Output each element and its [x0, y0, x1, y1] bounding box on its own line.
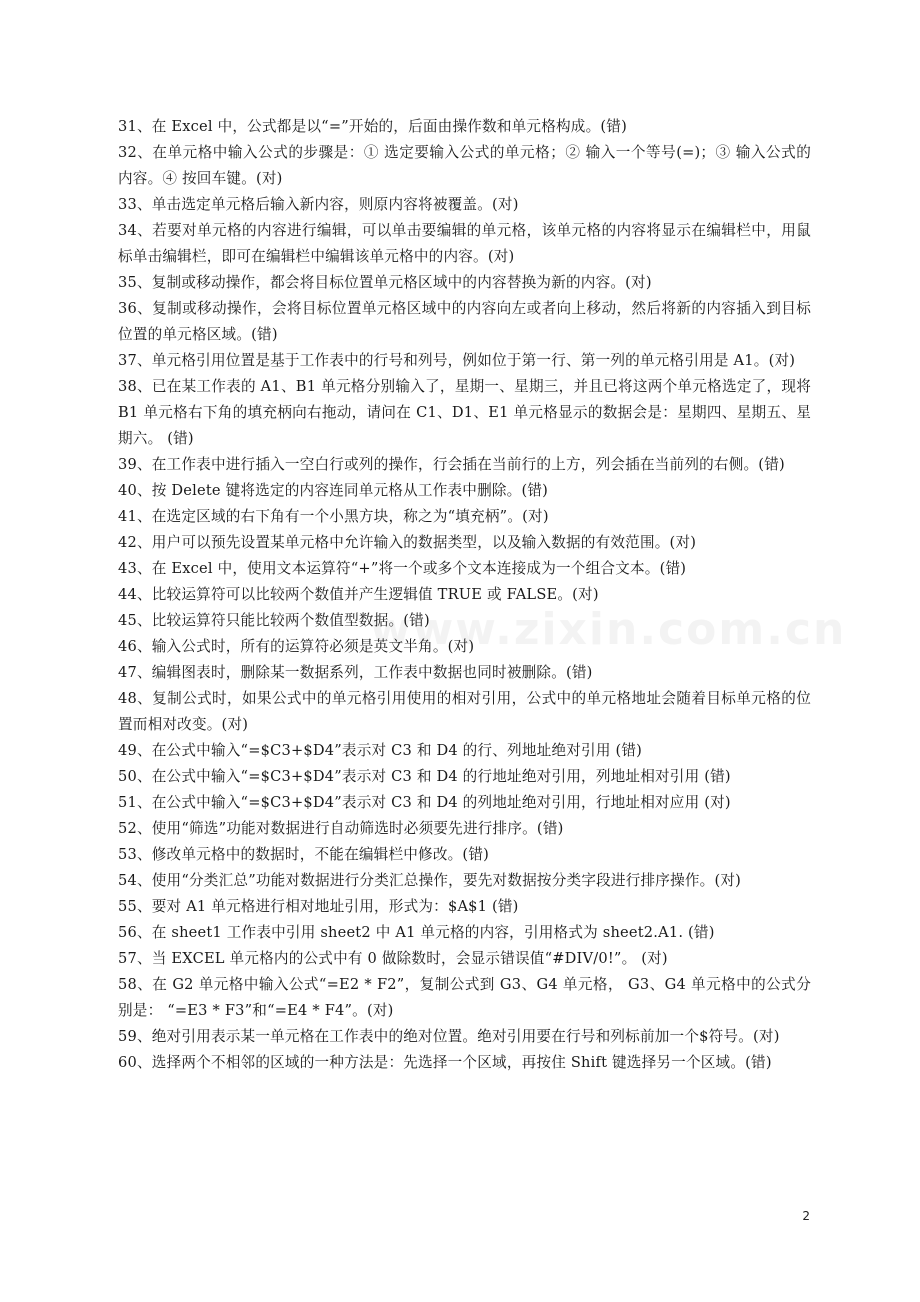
- question-item: 46、输入公式时，所有的运算符必须是英文半角。(对): [118, 638, 475, 655]
- question-item: 34、若要对单元格的内容进行编辑，可以单击要编辑的单元格，该单元格的内容将显示在编辑栏中，用鼠标单击编辑栏，即可在编辑栏中编辑该单元格中的内容。(对): [118, 222, 811, 265]
- question-item: 51、在公式中输入“=$C3+$D4”表示对 C3 和 D4 的列地址绝对引用，行地址相对应用 (对): [118, 794, 731, 811]
- question-item: 58、在 G2 单元格中输入公式“=E2 * F2”，复制公式到 G3、G4 单元格， G3、G4 单元格中的公式分别是： “=E3 * F3”和“=E4 * F4”。(对): [118, 976, 811, 1019]
- question-item: 49、在公式中输入“=$C3+$D4”表示对 C3 和 D4 的行、列地址绝对引用 (错): [118, 742, 643, 759]
- question-item: 37、单元格引用位置是基于工作表中的行号和列号，例如位于第一行、第一列的单元格引用是 A1。(对): [118, 352, 796, 369]
- question-item: 56、在 sheet1 工作表中引用 sheet2 中 A1 单元格的内容，引用格式为 sheet2.A1. (错): [118, 924, 715, 941]
- question-item: 53、修改单元格中的数据时，不能在编辑栏中修改。(错): [118, 846, 490, 863]
- question-item: 32、在单元格中输入公式的步骤是：① 选定要输入公式的单元格；② 输入一个等号(=)；③ 输入公式的内容。④ 按回车键。(对): [118, 144, 811, 187]
- question-item: 59、绝对引用表示某一单元格在工作表中的绝对位置。绝对引用要在行号和列标前加一个$符号。(对): [118, 1028, 780, 1045]
- question-item: 50、在公式中输入“=$C3+$D4”表示对 C3 和 D4 的行地址绝对引用，列地址相对引用 (错): [118, 768, 731, 785]
- question-item: 39、在工作表中进行插入一空白行或列的操作，行会插在当前行的上方，列会插在当前列的右侧。(错): [118, 456, 785, 473]
- question-item: 38、已在某工作表的 A1、B1 单元格分别输入了，星期一、星期三，并且已将这两个单元格选定了，现将 B1 单元格右下角的填充柄向右拖动，请问在 C1、D1、E1 单元格显示的数据会是：星期四、星期五、星期六。 (错): [118, 378, 811, 447]
- question-item: 45、比较运算符只能比较两个数值型数据。(错): [118, 612, 430, 629]
- question-item: 47、编辑图表时，删除某一数据系列，工作表中数据也同时被删除。(错): [118, 664, 593, 681]
- question-item: 48、复制公式时，如果公式中的单元格引用使用的相对引用，公式中的单元格地址会随着目标单元格的位置而相对改变。(对): [118, 690, 811, 733]
- question-item: 36、复制或移动操作，会将目标位置单元格区域中的内容向左或者向上移动，然后将新的内容插入到目标位置的单元格区域。(错): [118, 300, 811, 343]
- question-item: 60、选择两个不相邻的区域的一种方法是：先选择一个区域，再按住 Shift 键选择另一个区域。(错): [118, 1054, 772, 1071]
- question-item: 55、要对 A1 单元格进行相对地址引用，形式为：$A$1 (错): [118, 898, 519, 915]
- question-item: 41、在选定区域的右下角有一个小黑方块，称之为“填充柄”。(对): [118, 508, 549, 525]
- page-number: 2: [802, 1209, 810, 1223]
- question-item: 57、当 EXCEL 单元格内的公式中有 0 做除数时，会显示错误值“#DIV/0!”。 (对): [118, 950, 668, 967]
- question-item: 33、单击选定单元格后输入新内容，则原内容将被覆盖。(对): [118, 196, 519, 213]
- question-item: 52、使用“筛选”功能对数据进行自动筛选时必须要先进行排序。(错): [118, 820, 564, 837]
- question-item: 42、用户可以预先设置某单元格中允许输入的数据类型，以及输入数据的有效范围。(对): [118, 534, 697, 551]
- question-item: 54、使用“分类汇总”功能对数据进行分类汇总操作，要先对数据按分类字段进行排序操作。(对): [118, 872, 742, 889]
- question-item: 44、比较运算符可以比较两个数值并产生逻辑值 TRUE 或 FALSE。(对): [118, 586, 599, 603]
- document-body: [118, 114, 811, 1076]
- question-item: 35、复制或移动操作，都会将目标位置单元格区域中的内容替换为新的内容。(对): [118, 274, 652, 291]
- question-item: 40、按 Delete 键将选定的内容连同单元格从工作表中删除。(错): [118, 482, 549, 499]
- watermark: www.zixin.com.cn: [370, 604, 847, 655]
- question-item: 31、在 Excel 中，公式都是以“=”开始的，后面由操作数和单元格构成。(错): [118, 118, 627, 135]
- question-item: 43、在 Excel 中，使用文本运算符“+”将一个或多个文本连接成为一个组合文本。(错): [118, 560, 687, 577]
